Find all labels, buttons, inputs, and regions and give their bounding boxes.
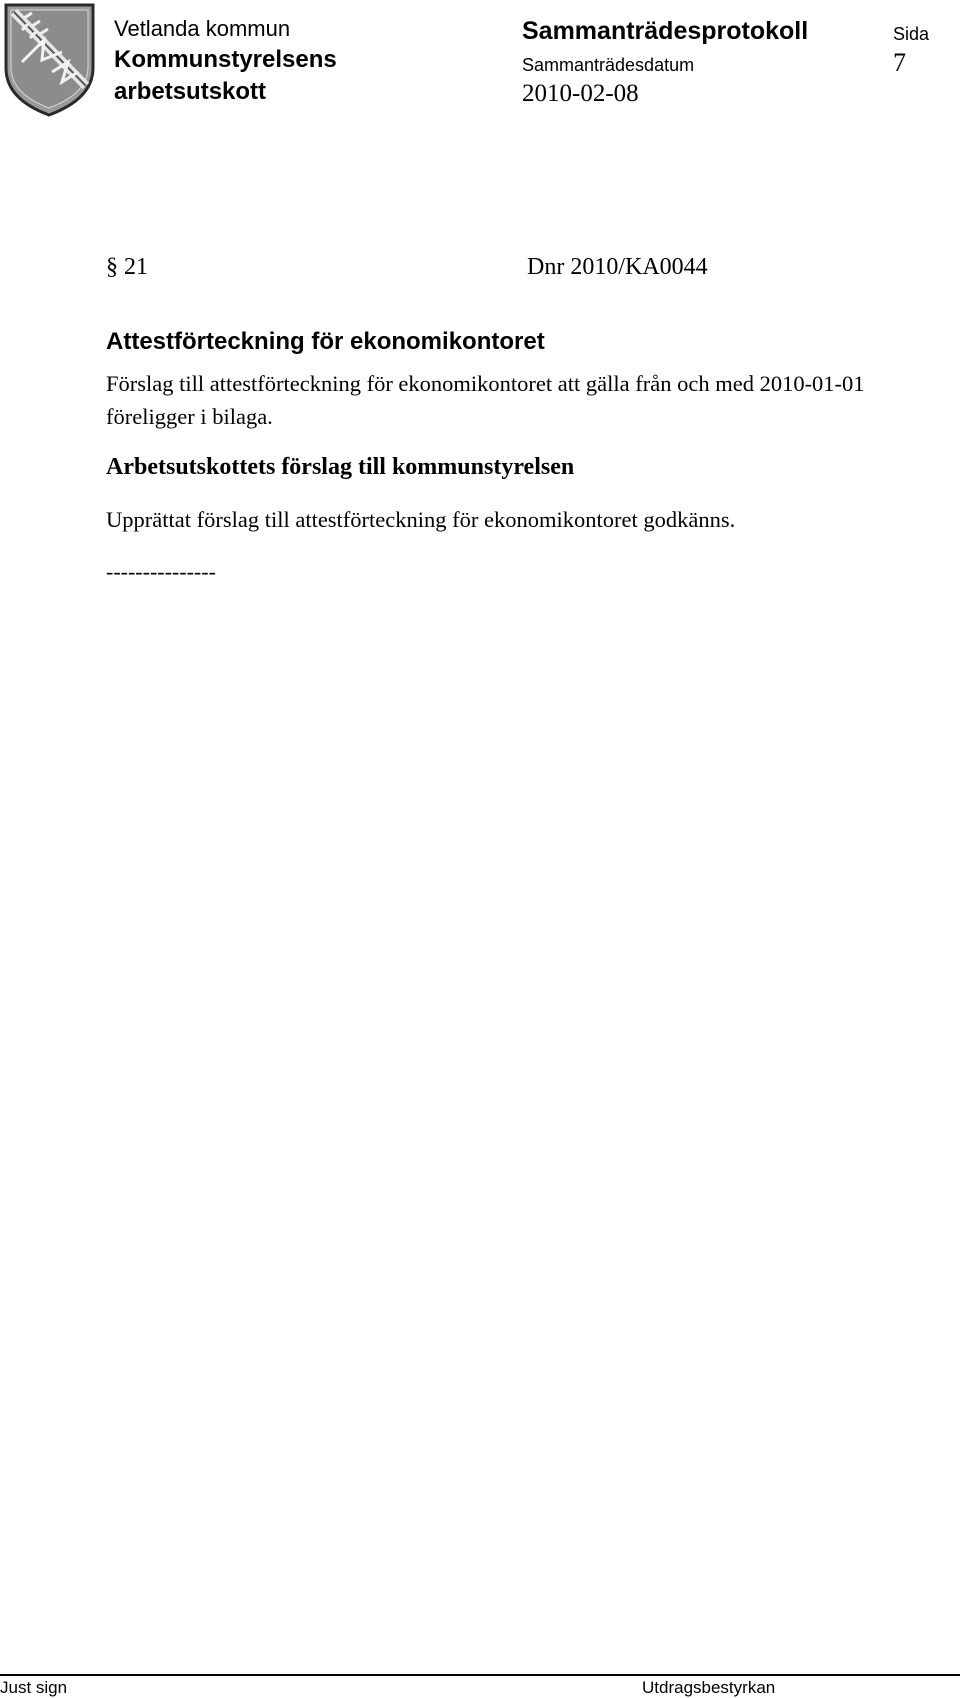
page-number: 7 (893, 48, 906, 77)
municipal-crest-icon (2, 2, 97, 118)
item-body: Förslag till attestförteckning för ekonomikontoret att gälla från och med 2010-01-01 föreligger i bilaga. (106, 371, 865, 429)
paragraph-number (106, 251, 148, 283)
page-label: Sida (893, 24, 930, 44)
paragraph-number-value: 21 (124, 254, 148, 280)
paragraph-symbol: § (106, 254, 118, 280)
footer-rule (0, 1674, 960, 1676)
footer-certification-label: Utdragsbestyrkan (642, 1678, 776, 1697)
document-title: Sammanträdesprotokoll (522, 17, 809, 45)
municipality-name: Vetlanda kommun (114, 16, 291, 41)
case-number: Dnr 2010/KA0044 (527, 254, 708, 280)
decision-text: Upprättat förslag till attestförteckning för ekonomikontoret godkänns. (106, 507, 736, 532)
meeting-date-label: Sammanträdesdatum (522, 55, 695, 75)
item-heading: Attestförteckning för ekonomikontoret (106, 328, 545, 355)
proposal-heading: Arbetsutskottets förslag till kommunstyrelsen (106, 454, 575, 480)
footer-signature-label: Just sign (0, 1678, 68, 1697)
board-name-line-2: arbetsutskott (114, 78, 267, 105)
meeting-date: 2010-02-08 (522, 80, 639, 107)
item-separator: --------------- (106, 559, 216, 584)
board-name-line-1: Kommunstyrelsens (114, 46, 337, 73)
